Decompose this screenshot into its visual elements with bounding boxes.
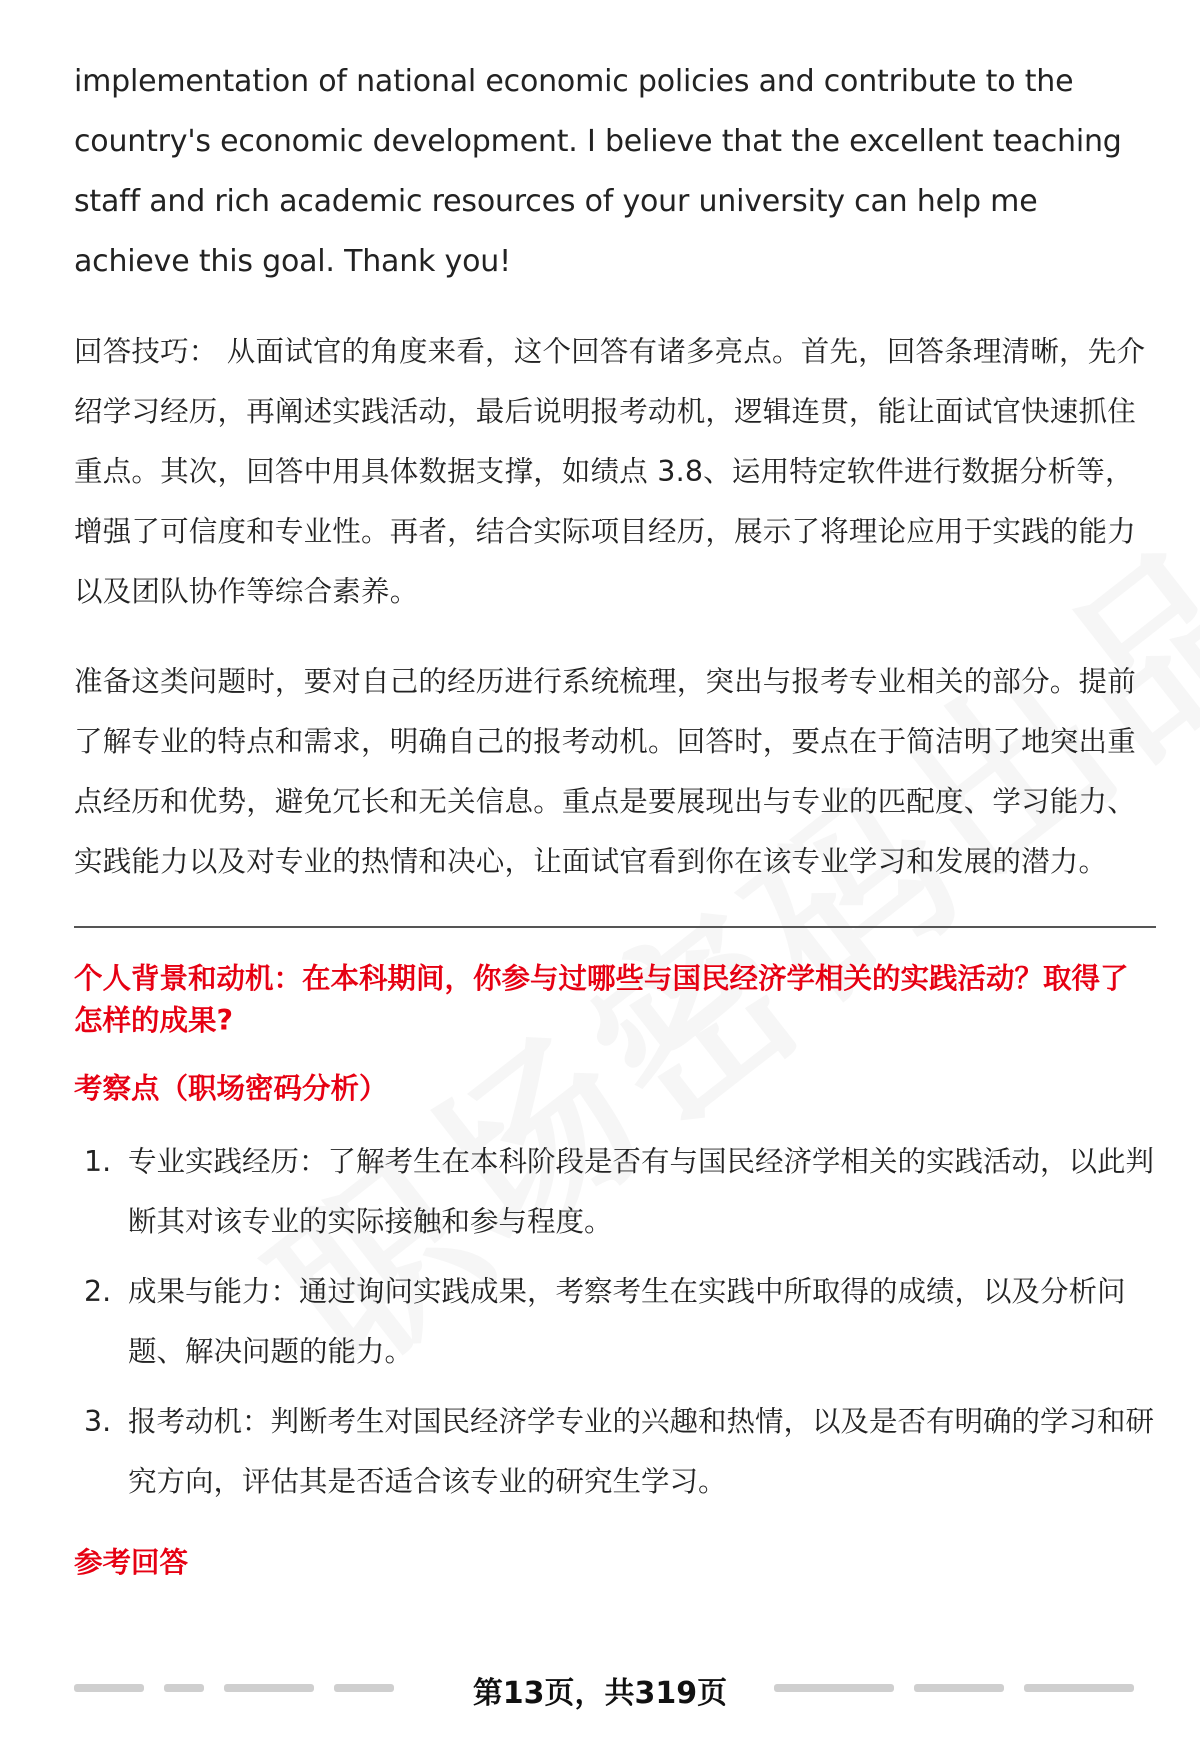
list-item-text: 报考动机：判断考生对国民经济学专业的兴趣和热情，以及是否有明确的学习和研究方向，评估其是否适合该专业的研究生学习。 — [128, 1405, 1155, 1498]
list-item — [74, 1262, 1156, 1382]
list-item-number: 3. — [84, 1405, 112, 1438]
english-answer-paragraph: implementation of national economic policies and contribute to the country's economic development. I believe that the excellent teaching staff and rich academic resources of your university can help me achieve this goal. Thank you! — [74, 64, 1122, 279]
list-item-text: 专业实践经历：了解考生在本科阶段是否有与国民经济学相关的实践活动，以此判断其对该专业的实际接触和参与程度。 — [128, 1145, 1155, 1238]
page-number: 第13页，共319页 — [472, 1676, 728, 1711]
answer-tips-paragraph: 回答技巧： 从面试官的角度来看，这个回答有诸多亮点。首先，回答条理清晰，先介绍学习经历，再阐述实践活动，最后说明报考动机，逻辑连贯，能让面试官快速抓住重点。其次，回答中用具体数据支撑，如绩点 3.8、运用特定软件进行数据分析等，增强了可信度和专业性。再者，结合实际项目经历，展示了将理论应用于实践的能力以及团队协作等综合素养。 — [74, 335, 1146, 608]
page-content — [74, 52, 1156, 1606]
list-item-text: 成果与能力：通过询问实践成果，考察考生在实践中所取得的成绩，以及分析问题、解决问题的能力。 — [128, 1275, 1126, 1368]
list-item-number: 2. — [84, 1275, 112, 1308]
list-item-number: 1. — [84, 1145, 112, 1178]
analysis-heading: 考察点（职场密码分析） — [74, 1072, 388, 1105]
list-item — [74, 1132, 1156, 1252]
list-item — [74, 1392, 1156, 1512]
question-heading: 个人背景和动机：在本科期间，你参与过哪些与国民经济学相关的实践活动？取得了怎样的成果? — [74, 962, 1129, 1037]
section-divider — [74, 926, 1156, 928]
preparation-advice-paragraph: 准备这类问题时，要对自己的经历进行系统梳理，突出与报考专业相关的部分。提前了解专业的特点和需求，明确自己的报考动机。回答时，要点在于简洁明了地突出重点经历和优势，避免冗长和无关信息。重点是要展现出与专业的匹配度、学习能力、实践能力以及对专业的热情和决心，让面试官看到你在该专业学习和发展的潜力。 — [74, 665, 1136, 878]
analysis-points-list — [74, 1132, 1156, 1512]
reference-answer-heading: 参考回答 — [74, 1546, 189, 1579]
